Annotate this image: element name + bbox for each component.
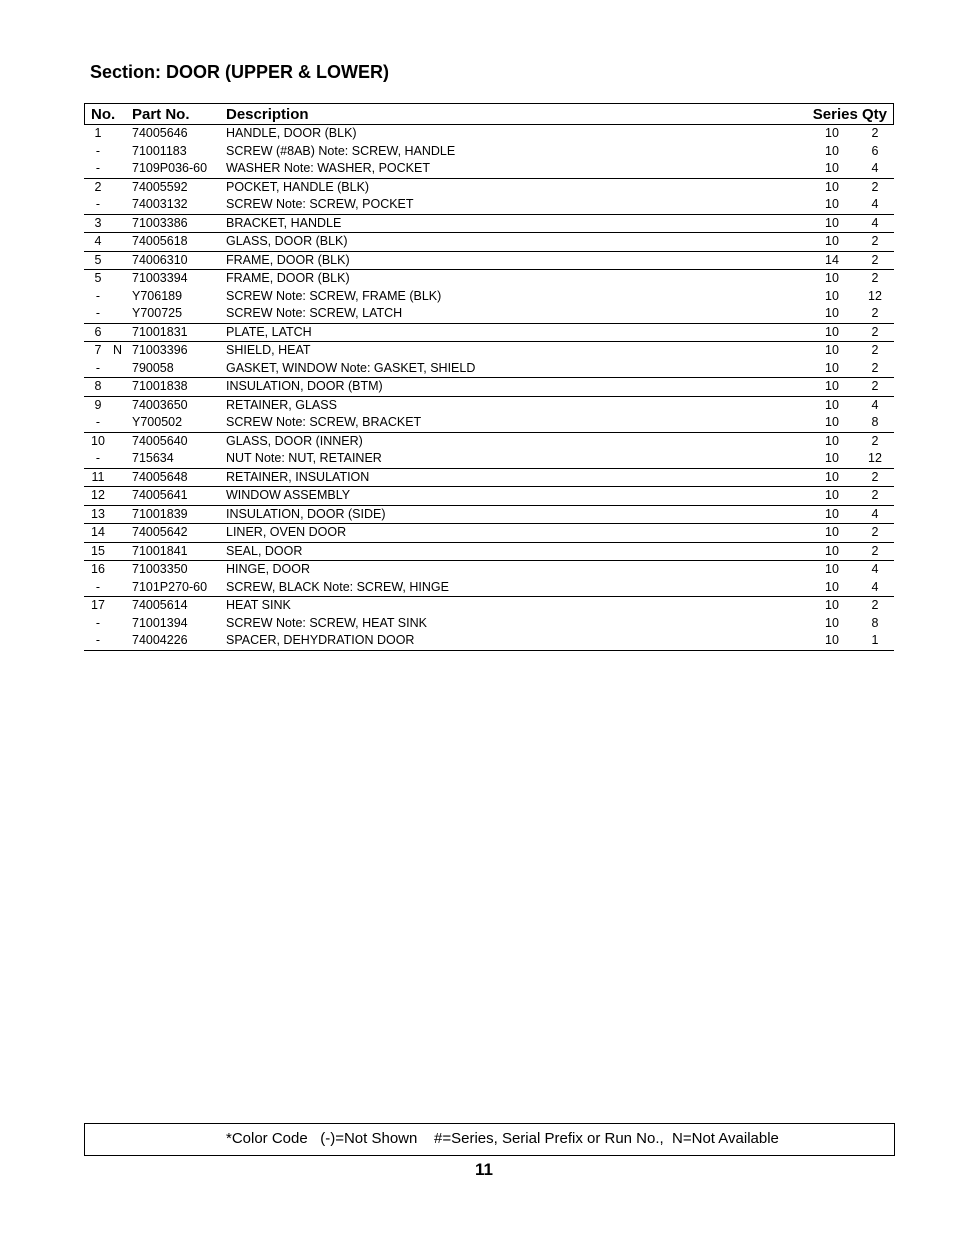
part-description: NUT Note: NUT, RETAINER	[226, 451, 382, 465]
series: 10	[825, 215, 839, 230]
part-description: FRAME, DOOR (BLK)	[226, 252, 350, 267]
series: 10	[825, 562, 839, 576]
table-row	[84, 506, 894, 524]
table-row	[84, 360, 894, 378]
item-number: -	[95, 415, 101, 429]
part-description: WINDOW ASSEMBLY	[226, 488, 351, 502]
part-description: INSULATION, DOOR (BTM)	[226, 379, 383, 393]
item-number: -	[95, 633, 101, 647]
table-row	[84, 579, 894, 597]
part-number: 7101P270-60	[132, 579, 208, 594]
part-number: 74005618	[132, 234, 188, 248]
part-number: 7109P036-60	[132, 161, 208, 175]
series: 10	[825, 126, 839, 140]
quantity: 2	[871, 126, 879, 140]
item-number: 3	[94, 215, 102, 230]
part-description: SHIELD, HEAT	[226, 343, 311, 357]
part-description: BRACKET, HANDLE	[226, 215, 342, 230]
header-series-qty: Series Qty	[812, 106, 887, 123]
item-number: 7	[94, 343, 102, 357]
item-number: 17	[91, 598, 105, 612]
table-row	[84, 270, 894, 288]
quantity: 2	[871, 343, 879, 357]
quantity: 4	[871, 161, 879, 175]
part-number: 71001831	[132, 324, 188, 339]
item-group	[84, 324, 894, 343]
part-description: SEAL, DOOR	[226, 543, 303, 558]
quantity: 2	[871, 252, 879, 267]
part-number: 74005640	[132, 433, 188, 448]
quantity: 4	[871, 579, 879, 594]
part-number: 71001394	[132, 615, 188, 630]
series: 14	[825, 252, 839, 267]
part-number: 74005648	[132, 469, 188, 484]
part-description: SCREW Note: SCREW, POCKET	[226, 197, 414, 211]
item-number: -	[95, 161, 101, 175]
section-title: Section: DOOR (UPPER & LOWER)	[90, 62, 390, 82]
table-row	[84, 252, 894, 270]
series: 10	[825, 161, 839, 175]
series: 10	[825, 525, 839, 539]
part-description: WASHER Note: WASHER, POCKET	[226, 161, 430, 175]
part-number: Y700502	[132, 415, 183, 429]
part-description: SCREW, BLACK Note: SCREW, HINGE	[226, 579, 449, 594]
part-description: INSULATION, DOOR (SIDE)	[226, 506, 386, 521]
table-row	[84, 305, 894, 323]
series: 10	[825, 143, 839, 158]
series: 10	[825, 397, 839, 412]
quantity: 8	[871, 415, 879, 429]
series: 10	[825, 360, 839, 375]
table-row	[84, 288, 894, 306]
part-number: 74003132	[132, 197, 188, 211]
part-number: 71001183	[132, 143, 187, 158]
item-number: -	[95, 306, 101, 320]
item-group	[84, 125, 894, 179]
item-number: 1	[94, 126, 102, 140]
quantity: 12	[868, 288, 882, 303]
item-number: 13	[91, 506, 105, 521]
series: 10	[825, 506, 839, 521]
series: 10	[825, 288, 839, 303]
part-number: 74005614	[132, 598, 188, 612]
table-row	[84, 179, 894, 197]
part-description: HEAT SINK	[226, 598, 291, 612]
series: 10	[825, 306, 839, 320]
series: 10	[825, 379, 839, 393]
item-number: 5	[94, 271, 102, 285]
item-number: 6	[94, 324, 102, 339]
item-number: 14	[91, 525, 105, 539]
series: 10	[825, 433, 839, 448]
series: 10	[825, 488, 839, 502]
item-number: -	[95, 360, 101, 375]
availability-flag: N	[113, 343, 123, 357]
item-number: -	[95, 143, 101, 158]
quantity: 2	[871, 488, 879, 502]
quantity: 8	[871, 615, 879, 630]
item-number: 11	[91, 469, 105, 484]
series: 10	[825, 451, 839, 465]
quantity: 2	[871, 379, 879, 393]
table-row	[84, 378, 894, 396]
part-description: FRAME, DOOR (BLK)	[226, 271, 350, 285]
table-row	[84, 397, 894, 415]
item-group	[84, 397, 894, 433]
item-number: 15	[91, 543, 105, 558]
quantity: 2	[871, 179, 879, 194]
table-row	[84, 414, 894, 432]
legend-box	[84, 1123, 895, 1156]
item-number: 5	[94, 252, 102, 267]
quantity: 2	[871, 324, 879, 339]
series: 10	[825, 633, 839, 647]
series: 10	[825, 598, 839, 612]
part-number: 74003650	[132, 397, 188, 412]
part-number: Y700725	[132, 306, 183, 320]
part-number: 790058	[132, 360, 174, 375]
quantity: 6	[871, 143, 879, 158]
item-group	[84, 215, 894, 234]
quantity: 2	[871, 306, 879, 320]
table-row	[84, 597, 894, 615]
item-number: -	[95, 197, 101, 211]
table-row	[84, 215, 894, 233]
quantity: 12	[868, 451, 882, 465]
part-number: 71001841	[132, 543, 188, 558]
part-number: 71001838	[132, 379, 188, 393]
part-description: SCREW Note: SCREW, LATCH	[226, 306, 403, 320]
item-group	[84, 233, 894, 252]
item-group	[84, 487, 894, 506]
table-row	[84, 324, 894, 342]
quantity: 4	[871, 397, 879, 412]
part-description: RETAINER, INSULATION	[226, 469, 370, 484]
item-group	[84, 469, 894, 488]
part-description: SPACER, DEHYDRATION DOOR	[226, 633, 415, 647]
part-number: 71001839	[132, 506, 188, 521]
part-description: SCREW Note: SCREW, BRACKET	[226, 415, 422, 429]
table-row	[84, 342, 894, 360]
part-number: Y706189	[132, 288, 183, 303]
table-row	[84, 632, 894, 650]
series: 10	[825, 179, 839, 194]
table-row	[84, 615, 894, 633]
quantity: 2	[871, 525, 879, 539]
item-group	[84, 506, 894, 525]
table-row	[84, 125, 894, 143]
part-description: SCREW Note: SCREW, HEAT SINK	[226, 615, 427, 630]
quantity: 2	[871, 433, 879, 448]
quantity: 4	[871, 215, 879, 230]
table-row	[84, 233, 894, 251]
series: 10	[825, 271, 839, 285]
quantity: 2	[871, 234, 879, 248]
page-number: 11	[475, 1160, 493, 1179]
part-number: 74005646	[132, 126, 188, 140]
quantity: 2	[871, 360, 879, 375]
item-group	[84, 342, 894, 378]
part-description: PLATE, LATCH	[226, 324, 312, 339]
series: 10	[825, 234, 839, 248]
quantity: 2	[871, 469, 879, 484]
item-group	[84, 597, 894, 651]
series: 10	[825, 343, 839, 357]
item-number: 10	[91, 433, 105, 448]
part-description: GASKET, WINDOW Note: GASKET, SHIELD	[226, 360, 476, 375]
part-description: SCREW (#8AB) Note: SCREW, HANDLE	[226, 143, 456, 158]
part-number: 74005592	[132, 179, 188, 194]
item-number: -	[95, 579, 101, 594]
part-description: GLASS, DOOR (BLK)	[226, 234, 348, 248]
item-group	[84, 543, 894, 562]
item-number: 12	[91, 488, 105, 502]
header-description: Description	[226, 106, 309, 123]
item-group	[84, 378, 894, 397]
part-description: GLASS, DOOR (INNER)	[226, 433, 363, 448]
quantity: 1	[871, 633, 879, 647]
table-body	[84, 125, 894, 651]
header-part-no: Part No.	[132, 106, 190, 123]
item-group	[84, 561, 894, 597]
series: 10	[825, 615, 839, 630]
part-description: HINGE, DOOR	[226, 562, 311, 576]
item-number: 16	[91, 562, 105, 576]
part-number: 74005642	[132, 525, 188, 539]
table-row	[84, 561, 894, 579]
item-number: 9	[94, 397, 102, 412]
part-number: 71003396	[132, 343, 188, 357]
item-group	[84, 270, 894, 324]
item-number: 8	[94, 379, 102, 393]
item-group	[84, 179, 894, 215]
part-number: 71003350	[132, 562, 188, 576]
series: 10	[825, 469, 839, 484]
quantity: 2	[871, 271, 879, 285]
part-number: 715634	[132, 451, 174, 465]
part-description: SCREW Note: SCREW, FRAME (BLK)	[226, 288, 442, 303]
item-number: 2	[94, 179, 102, 194]
table-row	[84, 487, 894, 505]
quantity: 4	[871, 197, 879, 211]
part-description: LINER, OVEN DOOR	[226, 525, 347, 539]
table-row	[84, 524, 894, 542]
quantity: 4	[871, 562, 879, 576]
table-row	[84, 143, 894, 161]
part-number: 71003394	[132, 271, 188, 285]
item-number: -	[95, 288, 101, 303]
item-number: -	[95, 615, 101, 630]
series: 10	[825, 197, 839, 211]
part-number: 74005641	[132, 488, 188, 502]
part-number: 74004226	[132, 633, 188, 647]
series: 10	[825, 324, 839, 339]
item-number: 4	[94, 234, 102, 248]
series: 10	[825, 579, 839, 594]
item-number: -	[95, 451, 101, 465]
quantity: 4	[871, 506, 879, 521]
table-header	[84, 103, 894, 125]
part-number: 74006310	[132, 252, 188, 267]
item-group	[84, 433, 894, 469]
table-row	[84, 433, 894, 451]
quantity: 2	[871, 543, 879, 558]
item-group	[84, 252, 894, 271]
quantity: 2	[871, 598, 879, 612]
legend-text: *Color Code (-)=Not Shown #=Series, Serial Prefix or Run No., N=Not Available	[226, 1130, 779, 1147]
table-row	[84, 469, 894, 487]
series: 10	[825, 415, 839, 429]
table-row	[84, 543, 894, 561]
part-number: 71003386	[132, 215, 188, 230]
header-no: No.	[91, 106, 116, 123]
part-description: POCKET, HANDLE (BLK)	[226, 179, 370, 194]
table-row	[84, 160, 894, 178]
item-group	[84, 524, 894, 543]
table-row	[84, 196, 894, 214]
parts-table	[84, 103, 894, 651]
part-description: HANDLE, DOOR (BLK)	[226, 126, 357, 140]
series: 10	[825, 543, 839, 558]
table-row	[84, 450, 894, 468]
part-description: RETAINER, GLASS	[226, 397, 337, 412]
